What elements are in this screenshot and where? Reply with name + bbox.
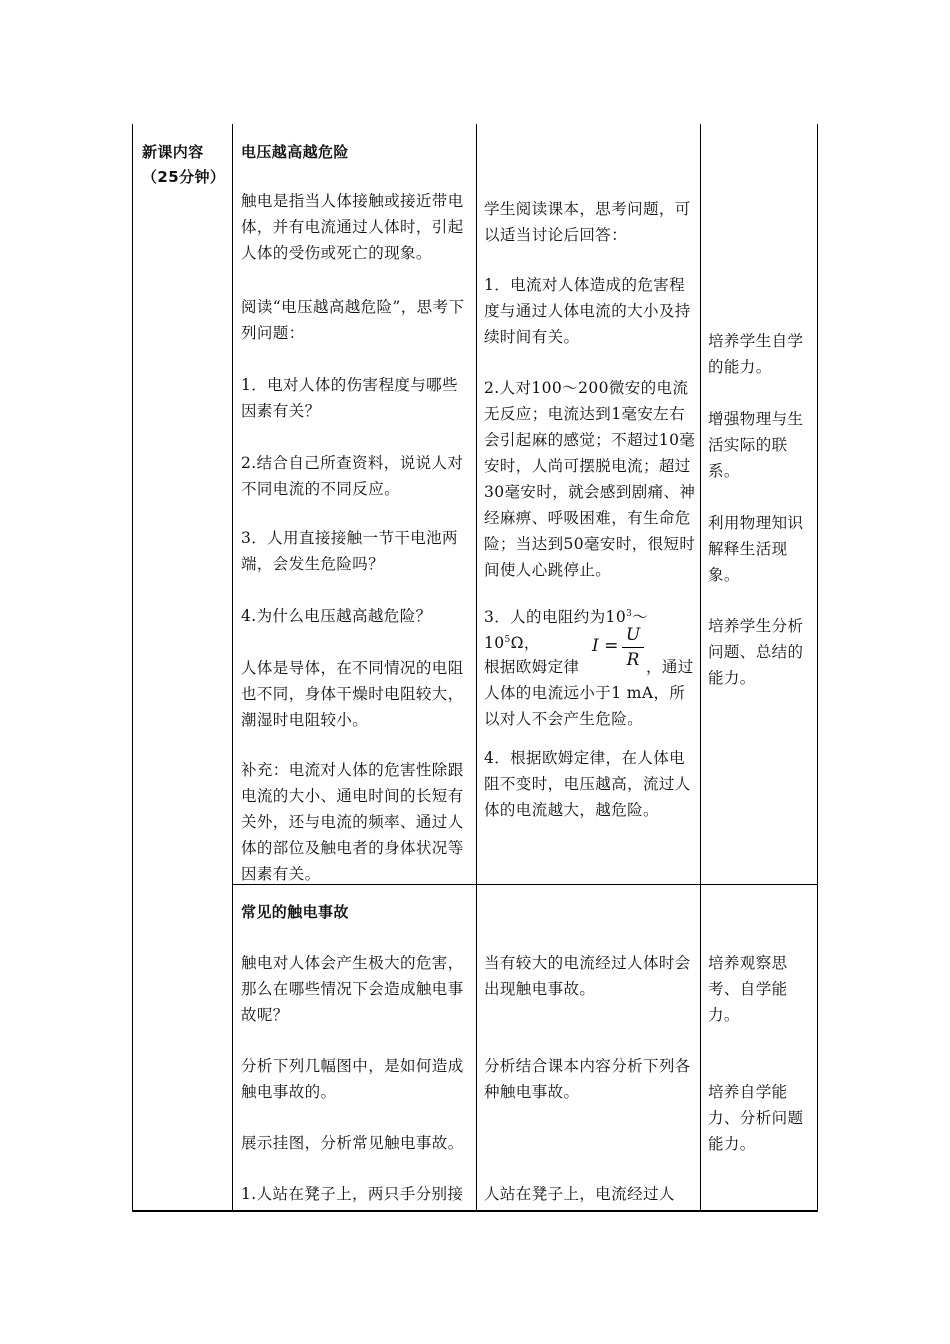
section2-goal-2: 培养自学能力、分析问题能力。 xyxy=(708,1083,804,1153)
table-left-border xyxy=(132,124,133,1211)
section2-student-p3: 人站在凳子上，电流经过人 xyxy=(484,1185,675,1203)
section1-student-intro: 学生阅读课本，思考问题，可以适当讨论后回答： xyxy=(484,200,691,244)
formula-denominator: R xyxy=(626,650,640,670)
a3-exp1: 3 xyxy=(626,608,633,619)
section2-student-p1: 当有较大的电流经过人体时会出现触电事故。 xyxy=(484,954,691,998)
lesson-duration: （25分钟） xyxy=(142,168,226,186)
table-right-border xyxy=(817,124,818,1211)
section1-title: 电压越高越危险 xyxy=(241,143,349,161)
section1-student-a2: 2.人对100～200微安的电流无反应；电流达到1毫安左右会引起麻的感觉；不超过10毫安时，人尚可摆脱电流；超过30毫安时，就会感到剧痛、神经麻痹、呼吸困难，有生命危险；当达到50毫安时，很短时间使人心跳停止。 xyxy=(484,379,696,579)
col-divider-3 xyxy=(700,124,701,1211)
section1-teacher-q1: 1．电对人体的伤害程度与哪些因素有关？ xyxy=(241,376,458,420)
col-divider-1 xyxy=(232,124,233,1211)
section1-teacher-p1: 触电是指当人体接触或接近带电体，并有电流通过人体时，引起人体的受伤或死亡的现象。 xyxy=(241,192,464,262)
section1-teacher-q4: 4.为什么电压越高越危险？ xyxy=(241,607,432,625)
col-divider-2 xyxy=(476,124,477,1211)
section1-student-a1: 1．电流对人体造成的危害程度与通过人体电流的大小及持续时间有关。 xyxy=(484,276,691,346)
a3-prefix: 3．人的电阻约为10 xyxy=(484,608,627,626)
section1-teacher-p3: 人体是导体，在不同情况的电阻也不同，身体干燥时电阻较大，潮湿时电阻较小。 xyxy=(241,659,464,729)
section1-student-a3-line2: 根据欧姆定律 xyxy=(484,658,580,676)
formula-lhs: I = xyxy=(592,636,619,656)
section2-teacher-p4: 1.人站在凳子上，两只手分别接 xyxy=(241,1185,464,1203)
section1-goal-1: 培养学生自学的能力。 xyxy=(708,332,804,376)
section1-student-a3-line2b: ，通过人体的电流远小于1 mA，所以对人不会产生危险。 xyxy=(484,658,694,728)
section1-goal-4: 培养学生分析问题、总结的能力。 xyxy=(708,617,804,687)
a3-exp2: 5 xyxy=(504,634,511,645)
section2-teacher-p1: 触电对人体会产生极大的危害，那么在哪些情况下会造成触电事故呢？ xyxy=(241,954,464,1024)
table-bottom-border xyxy=(132,1210,818,1212)
section2-goal-1: 培养观察思考、自学能力。 xyxy=(708,954,788,1024)
section1-student-a4: 4．根据欧姆定律，在人体电阻不变时，电压越高，流过人体的电流越大，越危险。 xyxy=(484,749,691,819)
fraction-bar xyxy=(622,647,644,648)
section2-student-p2: 分析结合课本内容分析下列各种触电事故。 xyxy=(484,1057,691,1101)
section2-teacher-p3: 展示挂图，分析常见触电事故。 xyxy=(241,1134,464,1152)
section1-teacher-p2: 阅读“电压越高越危险”，思考下列问题： xyxy=(241,298,465,342)
formula-numerator: U xyxy=(625,625,641,645)
a3-mid: ～10 xyxy=(484,608,649,652)
section1-goal-2: 增强物理与生活实际的联系。 xyxy=(708,410,804,480)
section2-title: 常见的触电事故 xyxy=(241,903,349,921)
section1-teacher-p4: 补充：电流对人体的危害性除跟电流的大小、通电时间的长短有关外，还与电流的频率、通过人体的部位及触电者的身体状况等因素有关。 xyxy=(241,761,464,883)
lesson-heading: 新课内容 xyxy=(142,143,204,161)
a3-unit: Ω， xyxy=(510,634,540,652)
section1-student-a3-line1 xyxy=(484,604,696,656)
section1-goal-3: 利用物理知识解释生活现象。 xyxy=(708,514,804,584)
section2-teacher-p2: 分析下列几幅图中，是如何造成触电事故的。 xyxy=(241,1057,464,1101)
section1-teacher-q2: 2.结合自己所查资料，说说人对不同电流的不同反应。 xyxy=(241,454,464,498)
section1-teacher-q3: 3．人用直接接触一节干电池两端，会发生危险吗？ xyxy=(241,529,458,573)
